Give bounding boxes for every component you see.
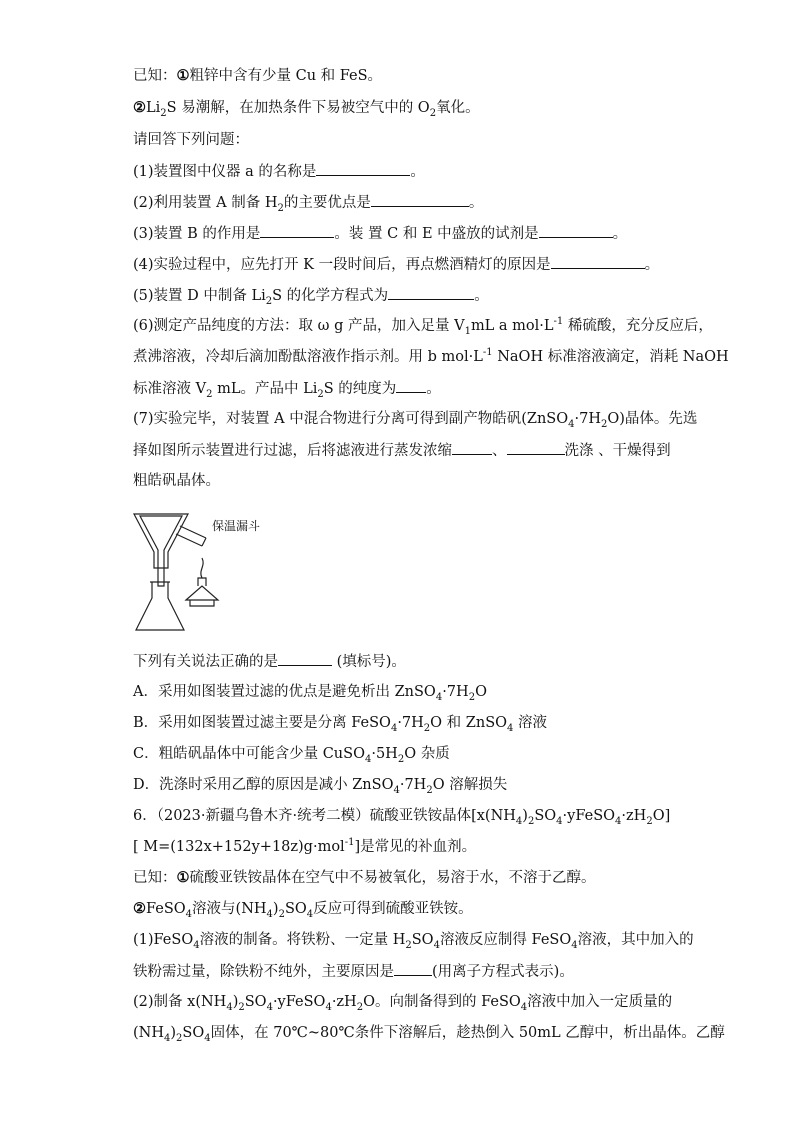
subscript: 4 [568, 418, 575, 430]
text-segment: 洗涤 、干燥得到 [564, 443, 671, 459]
superscript: -1 [482, 347, 493, 359]
problem-6-line-1 [133, 806, 670, 826]
text-segment: 溶液与(NH [192, 901, 267, 917]
circled-number-2: ② [133, 900, 146, 917]
answer-blank [452, 440, 492, 455]
text-segment: SO [244, 994, 267, 1010]
question-4 [133, 254, 659, 275]
text-segment: FeSO [146, 901, 186, 917]
text-segment: mL a mol·L [470, 318, 554, 334]
question-6-line-2 [133, 347, 729, 367]
sub-question-2-line-2 [133, 1023, 725, 1043]
text-segment: Li [146, 100, 161, 116]
sub-question-1-line-1 [133, 930, 694, 950]
subscript: 2 [468, 691, 476, 703]
option-a [133, 682, 487, 702]
subscript: 4 [435, 691, 443, 703]
text-segment: 溶液 [513, 715, 547, 731]
text-segment: ·7H [397, 715, 424, 731]
sub-question-1-line-2 [133, 961, 574, 982]
text-segment: 稀硫酸，充分反应后， [563, 318, 713, 334]
subscript: 2 [176, 1032, 183, 1044]
text-segment: SO [534, 808, 557, 824]
text-segment: (NH [133, 1025, 164, 1041]
text-segment: 硫酸亚铁铵晶体在空气中不易被氧化，易溶于水，不溶于乙醇。 [189, 870, 596, 886]
text-segment: 。 [644, 257, 660, 273]
text-segment: SO [182, 1025, 205, 1041]
known-2 [133, 98, 480, 118]
answer-blank [278, 651, 332, 666]
flame [201, 558, 203, 578]
question-1 [133, 161, 425, 182]
text-segment: mL。产品中 Li [212, 381, 318, 397]
text-segment: (用离子方程式表示)。 [432, 964, 574, 980]
funnel-jacket [134, 514, 188, 568]
question-6-line-3 [133, 378, 441, 399]
text-segment: 标准溶液 V [133, 381, 207, 397]
text-segment: O。向制备得到的 FeSO [363, 994, 521, 1010]
text-segment: 。 [426, 381, 441, 397]
text-segment: 6．（2023·新疆乌鲁木齐·统考二模）硫酸亚铁铵晶体[x(NH [133, 808, 516, 824]
subscript: 1 [464, 325, 471, 337]
known-1 [133, 66, 382, 86]
text-segment: O 溶解损失 [432, 777, 508, 793]
subscript: 4 [306, 908, 314, 920]
text-segment: SO [284, 901, 307, 917]
text-segment: S 的化学方程式为 [272, 288, 389, 304]
option-c [133, 744, 450, 764]
text-segment: (1)FeSO [133, 932, 194, 948]
text-segment: (7)实验完毕，对装置 A 中混合物进行分离可得到副产物皓矾(ZnSO [133, 411, 569, 427]
text-segment: 煮沸溶液，冷却后滴加酚酞溶液作指示剂。用 b mol·L [133, 349, 483, 365]
answer-blank [316, 161, 410, 176]
subscript: 4 [390, 722, 398, 734]
inner-funnel [140, 516, 182, 586]
text-segment: ) [170, 1025, 177, 1041]
known-1-text: 粗锌中含有少量 Cu 和 FeS。 [189, 68, 383, 84]
subscript: 4 [325, 1001, 332, 1013]
question-6-line-1 [133, 316, 713, 336]
known-prefix: 已知： [133, 870, 177, 886]
text-segment: 溶液，其中加入的 [577, 932, 694, 948]
answer-blank [388, 285, 474, 300]
text-segment: 铁粉需过量，除铁粉不纯外，主要原因是 [133, 964, 394, 980]
subscript: 4 [507, 722, 514, 734]
answer-blank [394, 961, 432, 976]
text-segment: (2)利用装置 A 制备 H [133, 195, 278, 211]
text-segment: (3)装置 B 的作用是 [133, 226, 261, 242]
subscript: 2 [429, 107, 437, 119]
option-d [133, 775, 507, 795]
text-segment: ]是常见的补血剂。 [354, 839, 477, 855]
figure-label: 保温漏斗 [212, 519, 261, 533]
text-segment: 。 [468, 195, 484, 211]
subscript: 4 [520, 1001, 528, 1013]
option-b [133, 713, 547, 733]
text-segment: (1)装置图中仪器 a 的名称是 [133, 164, 317, 180]
text-segment: NaOH 标准溶液滴定，消耗 NaOH [492, 349, 729, 365]
text-segment: C．粗皓矾晶体中可能含少量 CuSO [133, 746, 365, 762]
text-segment: 择如图所示装置进行过滤，后将滤液进行蒸发浓缩 [133, 443, 452, 459]
text-segment: ·zH [621, 808, 647, 824]
circled-number-2: ② [133, 99, 146, 116]
text-segment: 溶液的制备。将铁粉、一定量 H [199, 932, 406, 948]
text-segment: 。 [474, 288, 489, 304]
question-7-line-3: 粗皓矾晶体。 [133, 473, 220, 489]
subscript: 4 [226, 1001, 233, 1013]
answer-blank [551, 254, 645, 269]
text-segment: ·7H [442, 684, 469, 700]
subscript: 2 [160, 107, 167, 119]
question-3 [133, 223, 627, 244]
question-7-line-1 [133, 409, 697, 429]
text-segment: 固体，在 70℃~80℃条件下溶解后，趁热倒入 50mL 乙醇中，析出晶体。乙醇 [210, 1025, 725, 1041]
answer-blank [507, 440, 565, 455]
subscript: 2 [397, 753, 405, 765]
answer-blank [539, 223, 613, 238]
text-segment: 、 [492, 443, 507, 459]
text-segment: ) [272, 901, 279, 917]
subscript: 2 [317, 388, 324, 400]
superscript: -1 [344, 837, 355, 849]
text-segment: (2)制备 x(NH [133, 994, 227, 1010]
subscript: 2 [277, 202, 284, 214]
text-segment: O [475, 684, 487, 700]
text-segment: ·5H [371, 746, 398, 762]
problem-6-line-2 [133, 837, 476, 857]
text-segment: 。 [612, 226, 628, 242]
answer-blank [260, 223, 334, 238]
circled-number-1: ① [176, 869, 190, 886]
subscript: 4 [185, 908, 193, 920]
text-segment: O 杂质 [404, 746, 450, 762]
text-segment: B．采用如图装置过滤主要是分离 FeSO [133, 715, 391, 731]
sub-question-2-line-1 [133, 992, 672, 1012]
subscript: 4 [164, 1032, 171, 1044]
text-segment: S 的纯度为 [323, 381, 397, 397]
text-segment: D．洗涤时采用乙醇的原因是减小 ZnSO [133, 777, 394, 793]
question-2 [133, 192, 483, 213]
conical-flask [136, 582, 184, 630]
text-segment: 溶液中加入一定质量的 [527, 994, 673, 1010]
subscript: 2 [206, 388, 213, 400]
subscript: 2 [405, 939, 412, 951]
text-segment: 下列有关说法正确的是 [133, 654, 278, 670]
text-segment: A．采用如图装置过滤的优点是避免析出 ZnSO [133, 684, 436, 700]
subscript: 4 [204, 1032, 211, 1044]
subscript: 4 [193, 939, 200, 951]
text-segment: SO [411, 932, 434, 948]
circled-number-1: ① [176, 67, 190, 84]
subscript: 4 [571, 939, 578, 951]
text-segment: (6)测定产品纯度的方法：取 ω g 产品，加入足量 V [133, 318, 465, 334]
known-3 [133, 868, 596, 888]
choose-prompt [133, 651, 406, 672]
subscript: 2 [356, 1001, 364, 1013]
text-segment: ·yFeSO [562, 808, 616, 824]
subscript: 2 [426, 784, 433, 796]
known-prefix: 已知： [133, 68, 177, 84]
superscript: -1 [553, 316, 564, 328]
subscript: 2 [600, 418, 608, 430]
text-segment: O] [652, 808, 671, 824]
subscript: 2 [423, 722, 431, 734]
text-segment: 。装 置 C 和 E 中盛放的试剂是 [334, 226, 539, 242]
answer-blank [371, 192, 469, 207]
subscript: 4 [266, 1001, 273, 1013]
answer-blank [396, 378, 426, 393]
alcohol-lamp [186, 586, 218, 600]
subscript: 4 [515, 815, 523, 827]
subscript: 4 [393, 784, 400, 796]
text-segment: ) [522, 808, 528, 824]
subscript: 4 [266, 908, 273, 920]
text-segment: O 和 ZnSO [430, 715, 508, 731]
text-segment: (填标号)。 [332, 654, 406, 670]
text-segment: 反应可得到硫酸亚铁铵。 [313, 901, 473, 917]
subscript: 2 [238, 1001, 245, 1013]
text-segment: (5)装置 D 中制备 Li [133, 288, 266, 304]
subscript: 4 [556, 815, 563, 827]
question-5 [133, 285, 489, 306]
text-segment: 溶液反应制得 FeSO [439, 932, 572, 948]
text-segment: ·7H [574, 411, 601, 427]
text-segment: S 易潮解，在加热条件下易被空气中的 O [166, 100, 430, 116]
subscript: 2 [646, 815, 653, 827]
known-4 [133, 899, 473, 919]
subscript: 2 [278, 908, 285, 920]
question-7-line-2 [133, 440, 671, 461]
text-segment: (4)实验过程中，应先打开 K 一段时间后，再点燃酒精灯的原因是 [133, 257, 551, 273]
text-segment: ·7H [399, 777, 427, 793]
text-segment: O)晶体。先选 [607, 411, 698, 427]
text-segment: ·zH [331, 994, 357, 1010]
text-segment: ) [232, 994, 239, 1010]
text-segment: 氧化。 [436, 100, 480, 116]
text-segment: 的主要优点是 [283, 195, 371, 211]
subscript: 2 [265, 295, 273, 307]
subscript: 2 [527, 815, 535, 827]
text-segment: 。 [410, 164, 425, 180]
question-prompt: 请回答下列问题： [133, 132, 249, 148]
subscript: 4 [433, 939, 440, 951]
subscript: 4 [364, 753, 372, 765]
text-segment: [ M=(132x+152y+18z)g·mol [133, 839, 345, 855]
subscript: 4 [615, 815, 622, 827]
text-segment: ·yFeSO [272, 994, 326, 1010]
